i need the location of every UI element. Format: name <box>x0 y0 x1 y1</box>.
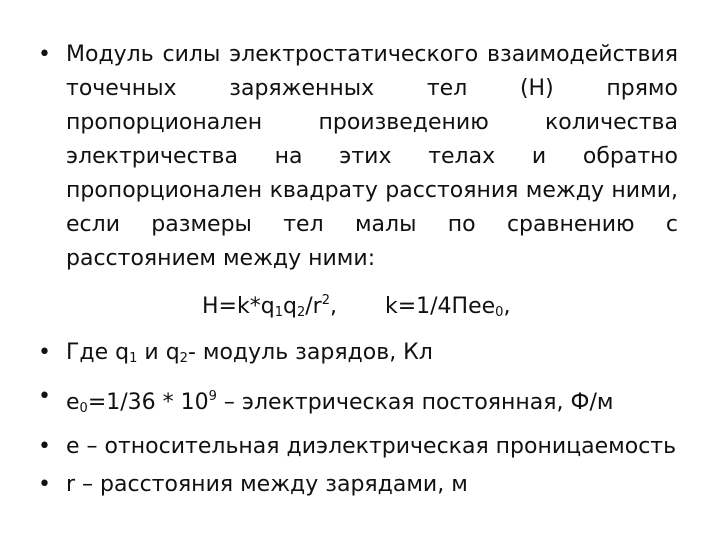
coulomb-law-text: Модуль силы электростатического взаимодействия точечных заряженных тел (Н) прямо пропорционален произведению количества электричества на этих телах и обратно пропорционален квадрату расстояния между ними, если размеры тел малы по сравнению с расстоянием между ними: <box>66 42 678 271</box>
list-item-charges: • Где $q_1$ и $q_2-$ модуль зарядов, Кл <box>38 336 678 376</box>
bullet-icon: • <box>38 384 51 409</box>
list-item-distance: • r – расстояния между зарядами, м <box>38 468 678 502</box>
bullet-icon: • <box>38 42 51 67</box>
bullet-icon: • <box>38 434 51 459</box>
list-item-electric-constant: • $е_0=1/36 * 10^9$ – электрическая постоянная, Ф/м <box>38 380 678 426</box>
list-item-permittivity: • е – относительная диэлектрическая проницаемость <box>38 430 678 464</box>
coulomb-formula: $Н=k*q_1q_2/r^2$, k=1/4Пее$_0$, <box>202 293 511 320</box>
k-formula: k=1/4Пее <box>384 294 496 319</box>
list-item-coulomb-law <box>38 38 678 330</box>
bullet-list <box>38 38 678 506</box>
bullet-icon: • <box>38 472 51 497</box>
bullet-icon: • <box>38 340 51 365</box>
